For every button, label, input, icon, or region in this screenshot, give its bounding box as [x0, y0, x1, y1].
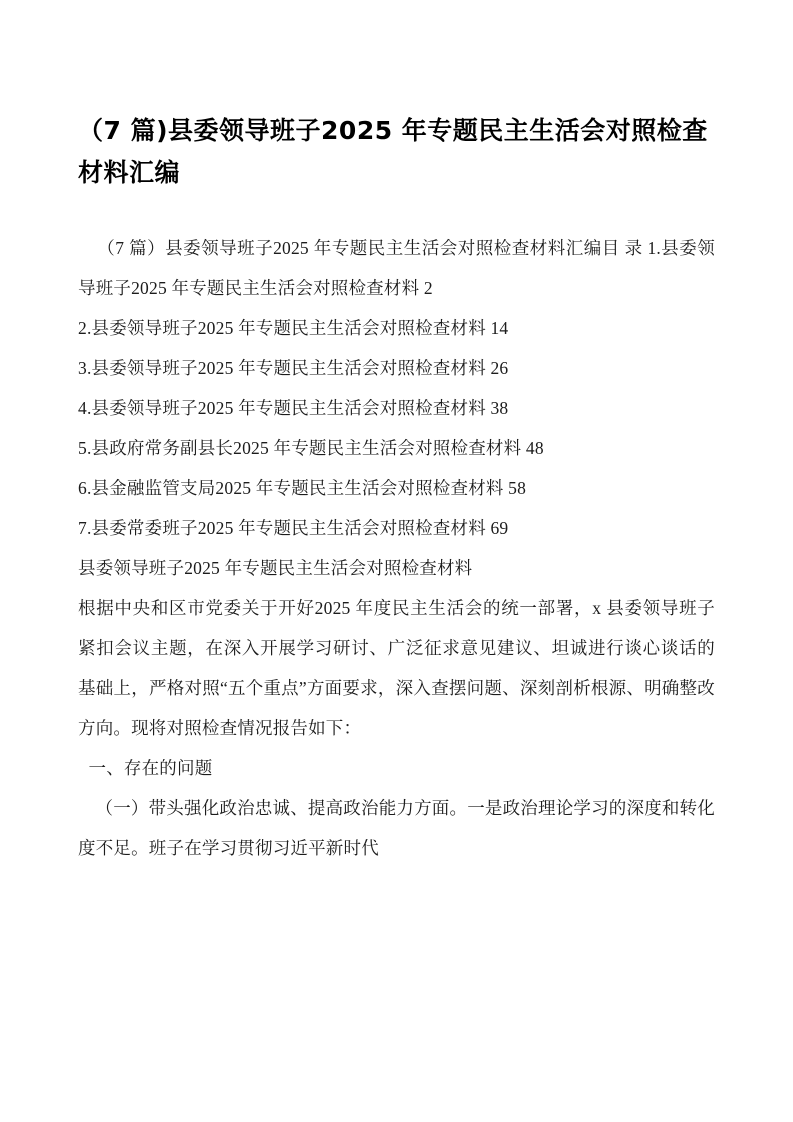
toc-item-7: 7.县委常委班子2025 年专题民主生活会对照检查材料 69 [78, 518, 509, 538]
page-title: （7 篇)县委领导班子2025 年专题民主生活会对照检查材料汇编 [78, 116, 708, 187]
toc-item-6: 6.县金融监管支局2025 年专题民主生活会对照检查材料 58 [78, 478, 527, 498]
toc-item-5: 5.县政府常务副县长2025 年专题民主生活会对照检查材料 48 [78, 438, 544, 458]
section-title: 县委领导班子2025 年专题民主生活会对照检查材料 [78, 558, 473, 578]
toc-item-4: 4.县委领导班子2025 年专题民主生活会对照检查材料 38 [78, 398, 509, 418]
toc-item-2: 2.县委领导班子2025 年专题民主生活会对照检查材料 14 [78, 318, 509, 338]
document-body [78, 228, 715, 868]
toc-item-3: 3.县委领导班子2025 年专题民主生活会对照检查材料 26 [78, 358, 509, 378]
heading-one: 一、存在的问题 [88, 758, 213, 778]
sub-paragraph-one: （一）带头强化政治忠诚、提高政治能力方面。一是政治理论学习的深度和转化度不足。班子在学习贯彻习近平新时代 [78, 798, 715, 858]
toc-header: （7 篇）县委领导班子2025 年专题民主生活会对照检查材料汇编目 录 1.县委领导班子2025 年专题民主生活会对照检查材料 2 [78, 238, 715, 298]
intro-paragraph: 根据中央和区市党委关于开好2025 年度民主生活会的统一部署，x 县委领导班子紧扣会议主题，在深入开展学习研讨、广泛征求意见建议、坦诚进行谈心谈话的基础上，严格对照“五个重点”方面要求，深入查摆问题、深刻剖析根源、明确整改方向。现将对照检查情况报告如下： [78, 598, 715, 738]
